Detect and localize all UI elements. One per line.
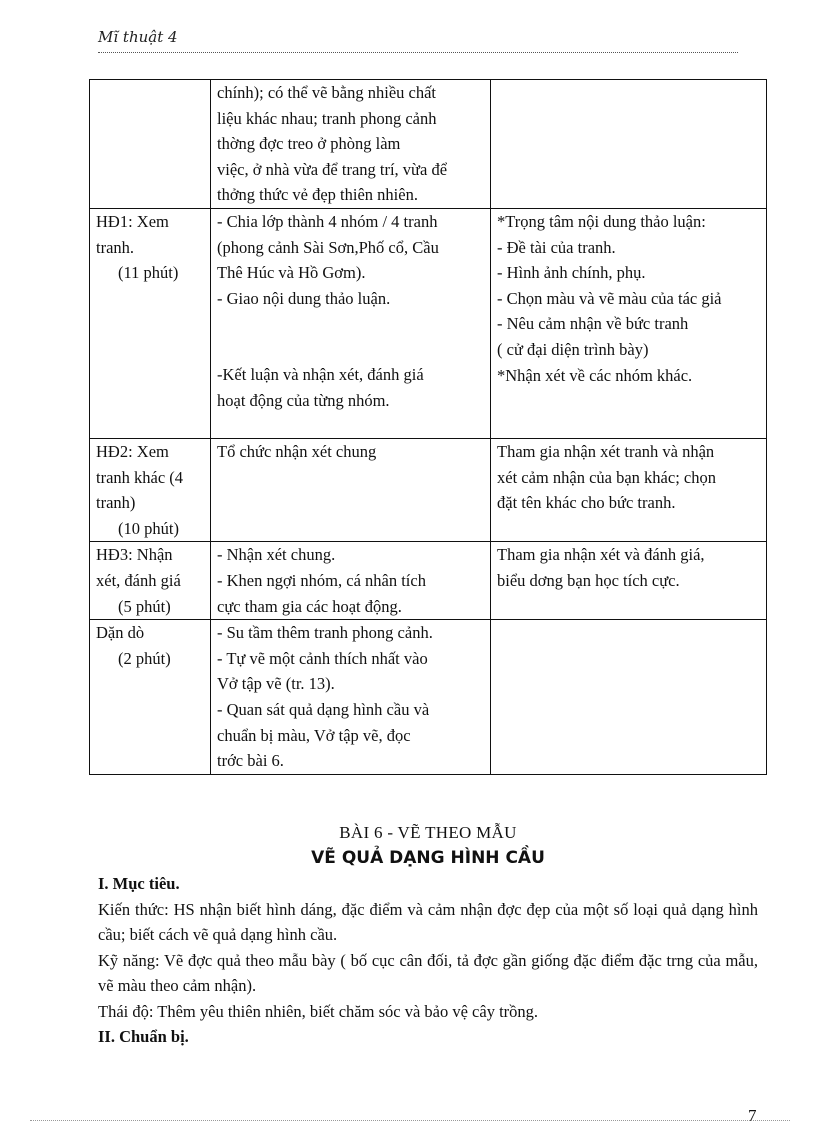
activity-cell (90, 80, 211, 209)
student-activity-line: xét cảm nhận của bạn khác; chọn (497, 467, 716, 487)
activity-cell (90, 620, 211, 775)
student-activity-line: - Chọn màu và vẽ màu của tác giả (497, 288, 722, 308)
student-activity-line: Tham gia nhận xét tranh và nhận (497, 442, 715, 461)
lesson-title: BÀI 6 - VẼ THEO MẪU (339, 823, 517, 842)
activity-duration: (2 phút) (118, 648, 171, 668)
student-activity-line: - Đề tài của tranh. (497, 237, 616, 257)
student-activity-line: Tham gia nhận xét và đánh giá, (497, 545, 705, 565)
table-row (90, 209, 767, 439)
teacher-activity-line: trớc bài 6. (217, 751, 284, 771)
student-activity-line: *Nhận xét về các nhóm khác. (497, 365, 693, 385)
page-header-title: Mĩ thuật 4 (98, 28, 178, 46)
activity-name-line: tranh khác (4 (96, 467, 184, 487)
teacher-activity-line: - Chia lớp thành 4 nhóm / 4 tranh (217, 212, 438, 231)
page-number: 7 (748, 1106, 757, 1125)
activity-name-line: xét, đánh giá (96, 570, 181, 590)
lesson-objectives (98, 871, 758, 1050)
student-activity-line: ( cử đại diện trình bày) (497, 339, 649, 359)
activity-cell (90, 209, 211, 439)
objective-knowledge: Kiến thức: HS nhận biết hình dáng, đặc điểm và cảm nhận đợc đẹp của một số loại quả dạng hình cầu; biết cách vẽ quả dạng hình cầu. (98, 899, 758, 944)
teacher-activity-line: - Khen ngợi nhóm, cá nhân tích (217, 570, 426, 590)
activity-name-line: HĐ1: Xem (96, 212, 169, 231)
student-activity-line: đặt tên khác cho bức tranh. (497, 493, 676, 513)
student-activity-cell (491, 620, 767, 775)
teacher-activity-line: chính); có thể vẽ bằng nhiều chất (217, 83, 437, 102)
teacher-activity-line: - Nhận xét chung. (217, 545, 336, 565)
teacher-activity-line: thờng đợc treo ở phòng làm (217, 134, 401, 154)
teacher-activity-cell (211, 542, 491, 620)
activity-duration: (5 phút) (118, 596, 171, 616)
lesson-subtitle: VẼ QUẢ DẠNG HÌNH CẦU (311, 848, 545, 868)
activity-duration: (10 phút) (118, 518, 179, 538)
teacher-activity-line: liệu khác nhau; tranh phong cảnh (217, 108, 437, 128)
activity-name-line: Dặn dò (96, 623, 145, 643)
cell-spacer (217, 311, 486, 362)
student-activity-cell (491, 209, 767, 439)
activity-name-line: tranh) (96, 493, 136, 513)
section-heading-objectives: I. Mục tiêu. (98, 874, 180, 893)
student-activity-cell (491, 80, 767, 209)
teacher-activity-line: - Su tầm thêm tranh phong cảnh. (217, 623, 433, 643)
table-row (90, 80, 767, 209)
header-divider (98, 52, 738, 53)
teacher-activity-line: Tổ chức nhận xét chung (217, 442, 377, 461)
student-activity-line: - Nêu cảm nhận về bức tranh (497, 314, 689, 334)
activity-cell (90, 542, 211, 620)
table-row (90, 542, 767, 620)
teacher-activity-line: cực tham gia các hoạt động. (217, 596, 402, 616)
objective-attitude: Thái độ: Thêm yêu thiên nhiên, biết chăm sóc và bảo vệ cây trồng. (98, 1001, 539, 1021)
objective-skills: Kỹ năng: Vẽ đợc quả theo mẫu bày ( bố cục cân đối, tả đợc gần giống đặc điểm đặc trng của mẫu, vẽ màu theo cảm nhận). (98, 950, 758, 995)
footer-divider (30, 1120, 790, 1121)
activity-name-line: HĐ2: Xem (96, 442, 169, 461)
teacher-activity-line: việc, ở nhà vừa để trang trí, vừa để (217, 159, 448, 179)
teacher-activity-line: hoạt động của từng nhóm. (217, 390, 390, 410)
teacher-activity-line: Vở tập vẽ (tr. 13). (217, 674, 335, 694)
teacher-activity-cell (211, 620, 491, 775)
student-activity-cell (491, 542, 767, 620)
activity-duration: (11 phút) (118, 263, 179, 283)
teacher-activity-line: Thê Húc và Hồ Gơm). (217, 263, 366, 283)
teacher-activity-line: - Quan sát quả dạng hình cầu và (217, 699, 430, 719)
teacher-activity-cell (211, 439, 491, 542)
teacher-activity-line: (phong cảnh Sài Sơn,Phố cổ, Cầu (217, 237, 439, 257)
teacher-activity-cell (211, 209, 491, 439)
table-row (90, 620, 767, 775)
lesson-plan-table (89, 79, 767, 775)
teacher-activity-line: - Tự vẽ một cảnh thích nhất vào (217, 648, 428, 668)
teacher-activity-line: -Kết luận và nhận xét, đánh giá (217, 365, 424, 385)
teacher-activity-cell (211, 80, 491, 209)
teacher-activity-line: thởng thức vẻ đẹp thiên nhiên. (217, 185, 418, 205)
student-activity-line: - Hình ảnh chính, phụ. (497, 263, 646, 283)
teacher-activity-line: - Giao nội dung thảo luận. (217, 288, 391, 308)
activity-name-line: HĐ3: Nhận (96, 545, 173, 565)
activity-name-line: tranh. (96, 237, 135, 257)
student-activity-line: *Trọng tâm nội dung thảo luận: (497, 212, 706, 231)
section-heading-preparation: II. Chuẩn bị. (98, 1027, 189, 1046)
student-activity-cell (491, 439, 767, 542)
table-row (90, 439, 767, 542)
teacher-activity-line: chuẩn bị màu, Vở tập vẽ, đọc (217, 725, 411, 745)
student-activity-line: biểu dơng bạn học tích cực. (497, 570, 680, 590)
activity-cell (90, 439, 211, 542)
